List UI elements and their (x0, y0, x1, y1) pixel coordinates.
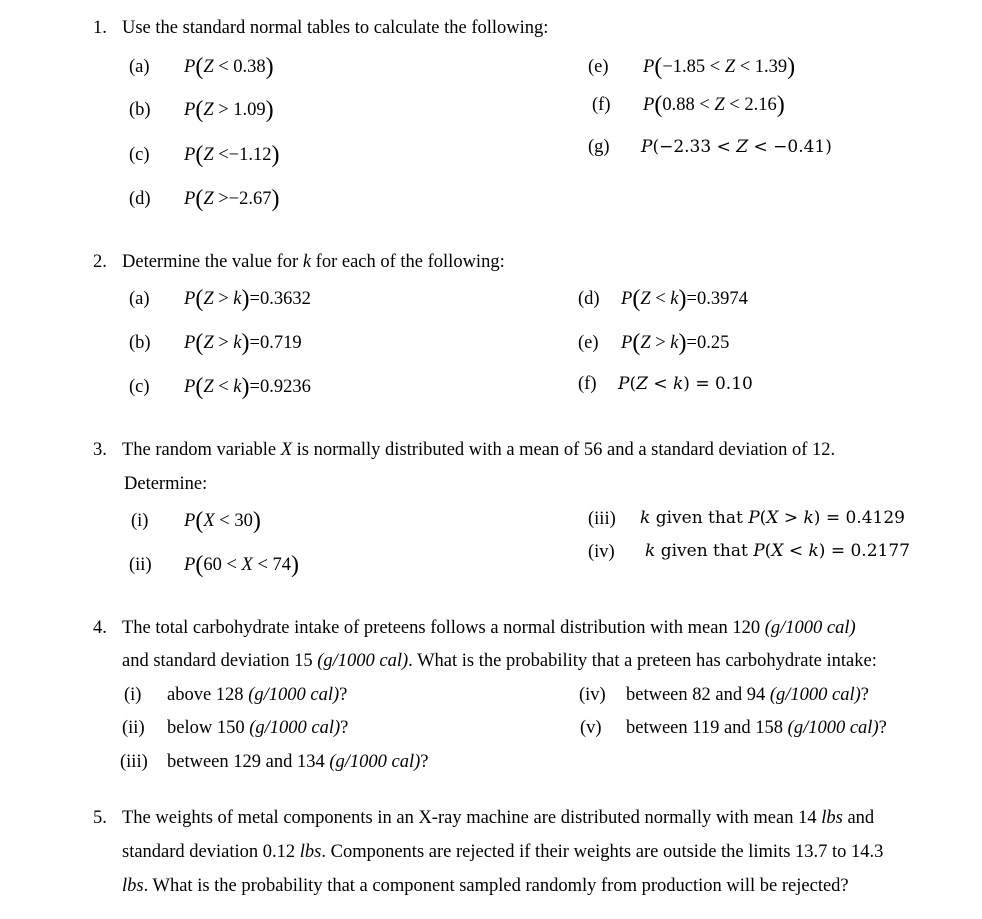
question-number: 3. (93, 440, 107, 460)
item-label: (c) (129, 145, 150, 165)
item-label: (e) (578, 333, 599, 353)
question-stem: Use the standard normal tables to calculate the following: (122, 18, 549, 38)
math-expression: P(Z < k)=0.3974 (621, 286, 748, 312)
item-text: between 119 and 158 (g/1000 cal)? (626, 718, 887, 738)
question-number: 1. (93, 18, 107, 38)
item-label: (iv) (588, 542, 615, 562)
item-label: (b) (129, 333, 151, 353)
math-expression: P(−2.33 < Z < −0.41) (641, 137, 832, 157)
item-label: (f) (578, 374, 597, 394)
math-expression: P(60 < X < 74) (184, 552, 299, 578)
item-label: (c) (129, 377, 150, 397)
math-expression: k given that P(X > k) = 0.4129 (640, 508, 905, 528)
question-stem: The total carbohydrate intake of preteens follows a normal distribution with mean 120 (g/1000 cal) (122, 618, 856, 638)
item-label: (f) (592, 95, 611, 115)
item-label: (ii) (129, 555, 152, 575)
item-label: (b) (129, 100, 151, 120)
math-expression: P(Z >−2.67) (184, 186, 280, 212)
question-number: 5. (93, 808, 107, 828)
math-expression: P(Z < 0.38) (184, 54, 274, 80)
item-text: between 129 and 134 (g/1000 cal)? (167, 752, 429, 772)
question-stem: The weights of metal components in an X-ray machine are distributed normally with mean 14 lbs and (122, 808, 875, 828)
math-expression: P(Z > 1.09) (184, 97, 274, 123)
item-label: (iii) (588, 509, 616, 529)
item-label: (i) (124, 685, 142, 705)
item-label: (a) (129, 57, 150, 77)
math-expression: P(Z > k)=0.25 (621, 330, 730, 356)
item-text: below 150 (g/1000 cal)? (167, 718, 349, 738)
item-label: (iii) (120, 752, 148, 772)
question-stem-continued: and standard deviation 15 (g/1000 cal). What is the probability that a preteen has carbohydrate intake: (122, 651, 877, 671)
item-label: (d) (578, 289, 600, 309)
question-stem-continued: Determine: (124, 474, 208, 494)
math-expression: P(Z > k)=0.719 (184, 330, 302, 356)
math-expression: P(−1.85 < Z < 1.39) (643, 54, 796, 80)
math-expression: P(0.88 < Z < 2.16) (643, 92, 785, 118)
math-expression: P(Z > k)=0.3632 (184, 286, 311, 312)
item-label: (iv) (579, 685, 606, 705)
item-label: (d) (129, 189, 151, 209)
item-text: between 82 and 94 (g/1000 cal)? (626, 685, 870, 705)
question-stem-continued: lbs. What is the probability that a component sampled randomly from production will be rejected? (122, 876, 849, 896)
question-stem: The random variable X is normally distributed with a mean of 56 and a standard deviation of 12. (122, 440, 836, 460)
item-label: (g) (588, 137, 610, 157)
item-label: (v) (580, 718, 602, 738)
question-number: 4. (93, 618, 107, 638)
question-number: 2. (93, 252, 107, 272)
question-stem: Determine the value for k for each of the following: (122, 252, 505, 272)
item-label: (e) (588, 57, 609, 77)
item-label: (a) (129, 289, 150, 309)
math-expression: k given that P(X < k) = 0.2177 (645, 541, 910, 561)
math-expression: P(X < 30) (184, 508, 261, 534)
item-label: (ii) (122, 718, 145, 738)
item-text: above 128 (g/1000 cal)? (167, 685, 348, 705)
question-stem-continued: standard deviation 0.12 lbs. Components are rejected if their weights are outside the limits 13.7 to 14.3 (122, 842, 884, 862)
item-label: (i) (131, 511, 149, 531)
math-expression: P(Z < k) = 0.10 (618, 374, 753, 394)
math-expression: P(Z < k)=0.9236 (184, 374, 311, 400)
math-expression: P(Z <−1.12) (184, 142, 280, 168)
